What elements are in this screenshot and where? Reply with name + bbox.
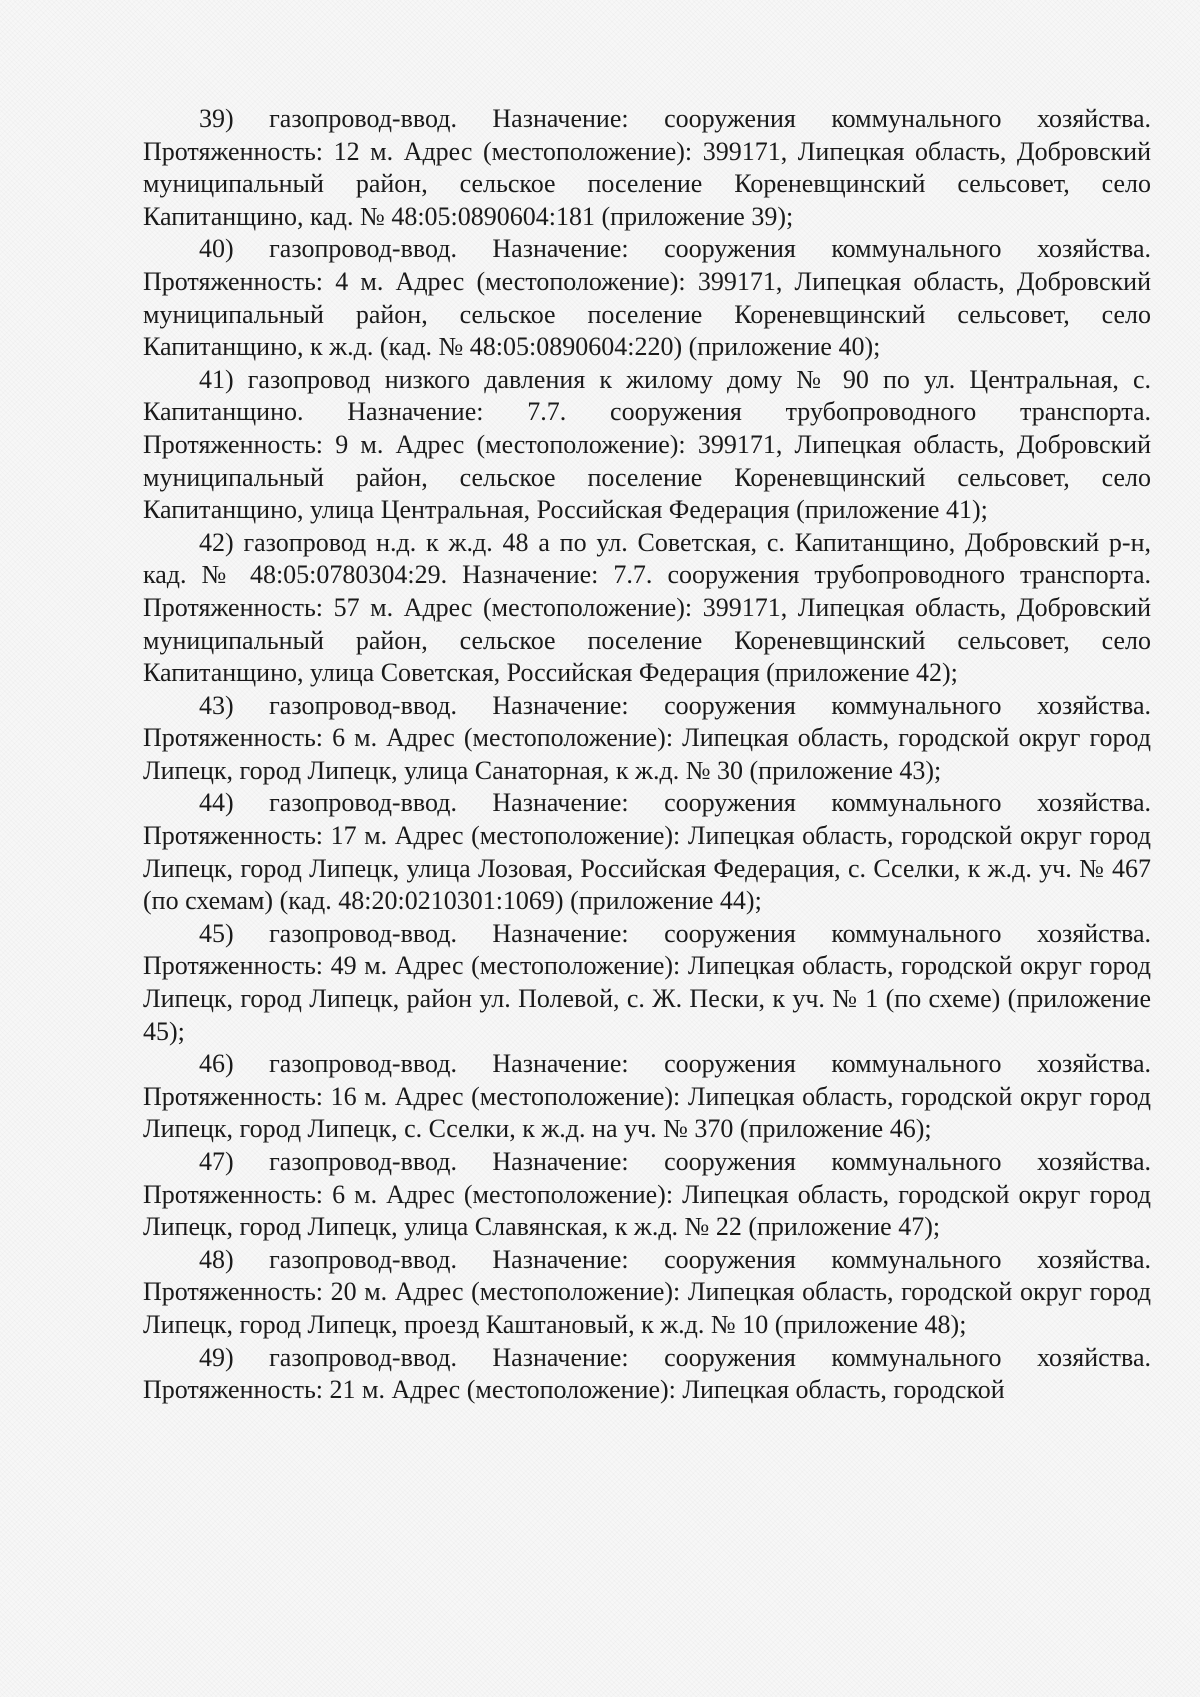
item-41: 41) газопровод низкого давления к жилому дому № 90 по ул. Центральная, с. Капитанщино. Назначение: 7.7. сооружения трубопроводного транспорта. Протяженность: 9 м. Адрес (местоположение): 399171, Липецкая область, Добровский муниципальный район, сельское поселение Кореневщинский сельсовет, село Капитанщино, улица Центральная, Российская Федерация (приложение 41); [143, 364, 1151, 525]
item-45: 45) газопровод-ввод. Назначение: сооружения коммунального хозяйства. Протяженность: 49 м. Адрес (местоположение): Липецкая область, городской округ город Липецк, город Липецк, район ул. Полевой, с. Ж. Пески, к уч. № 1 (по схеме) (приложение 45); [143, 918, 1151, 1046]
item-47: 47) газопровод-ввод. Назначение: сооружения коммунального хозяйства. Протяженность: 6 м. Адрес (местоположение): Липецкая область, городской округ город Липецк, город Липецк, улица Славянская, к ж.д. № 22 (приложение 47); [143, 1147, 1151, 1242]
item-49: 49) газопровод-ввод. Назначение: сооружения коммунального хозяйства. Протяженность: 21 м. Адрес (местоположение): Липецкая область, городской [143, 1342, 1151, 1405]
item-46: 46) газопровод-ввод. Назначение: сооружения коммунального хозяйства. Протяженность: 16 м. Адрес (местоположение): Липецкая область, городской округ город Липецк, город Липецк, с. Сселки, к ж.д. на уч. № 370 (приложение 46); [143, 1049, 1151, 1144]
item-48: 48) газопровод-ввод. Назначение: сооружения коммунального хозяйства. Протяженность: 20 м. Адрес (местоположение): Липецкая область, городской округ город Липецк, город Липецк, проезд Каштановый, к ж.д. № 10 (приложение 48); [143, 1244, 1151, 1339]
document-page [143, 103, 1151, 1407]
item-42: 42) газопровод н.д. к ж.д. 48 а по ул. Советская, с. Капитанщино, Добровский р-н, кад. № 48:05:0780304:29. Назначение: 7.7. сооружения трубопроводного транспорта. Протяженность: 57 м. Адрес (местоположение): 399171, Липецкая область, Добровский муниципальный район, сельское поселение Кореневщинский сельсовет, село Капитанщино, улица Советская, Российская Федерация (приложение 42); [143, 527, 1151, 688]
item-39: 39) газопровод-ввод. Назначение: сооружения коммунального хозяйства. Протяженность: 12 м. Адрес (местоположение): 399171, Липецкая область, Добровский муниципальный район, сельское поселение Кореневщинский сельсовет, село Капитанщино, кад. № 48:05:0890604:181 (приложение 39); [143, 104, 1151, 231]
item-43: 43) газопровод-ввод. Назначение: сооружения коммунального хозяйства. Протяженность: 6 м. Адрес (местоположение): Липецкая область, городской округ город Липецк, город Липецк, улица Санаторная, к ж.д. № 30 (приложение 43); [143, 690, 1151, 785]
item-40: 40) газопровод-ввод. Назначение: сооружения коммунального хозяйства. Протяженность: 4 м. Адрес (местоположение): 399171, Липецкая область, Добровский муниципальный район, сельское поселение Кореневщинский сельсовет, село Капитанщино, к ж.д. (кад. № 48:05:0890604:220) (приложение 40); [143, 234, 1151, 362]
item-44: 44) газопровод-ввод. Назначение: сооружения коммунального хозяйства. Протяженность: 17 м. Адрес (местоположение): Липецкая область, городской округ город Липецк, город Липецк, улица Лозовая, Российская Федерация, с. Сселки, к ж.д. уч. № 467 (по схемам) (кад. 48:20:0210301:1069) (приложение 44); [143, 788, 1151, 916]
